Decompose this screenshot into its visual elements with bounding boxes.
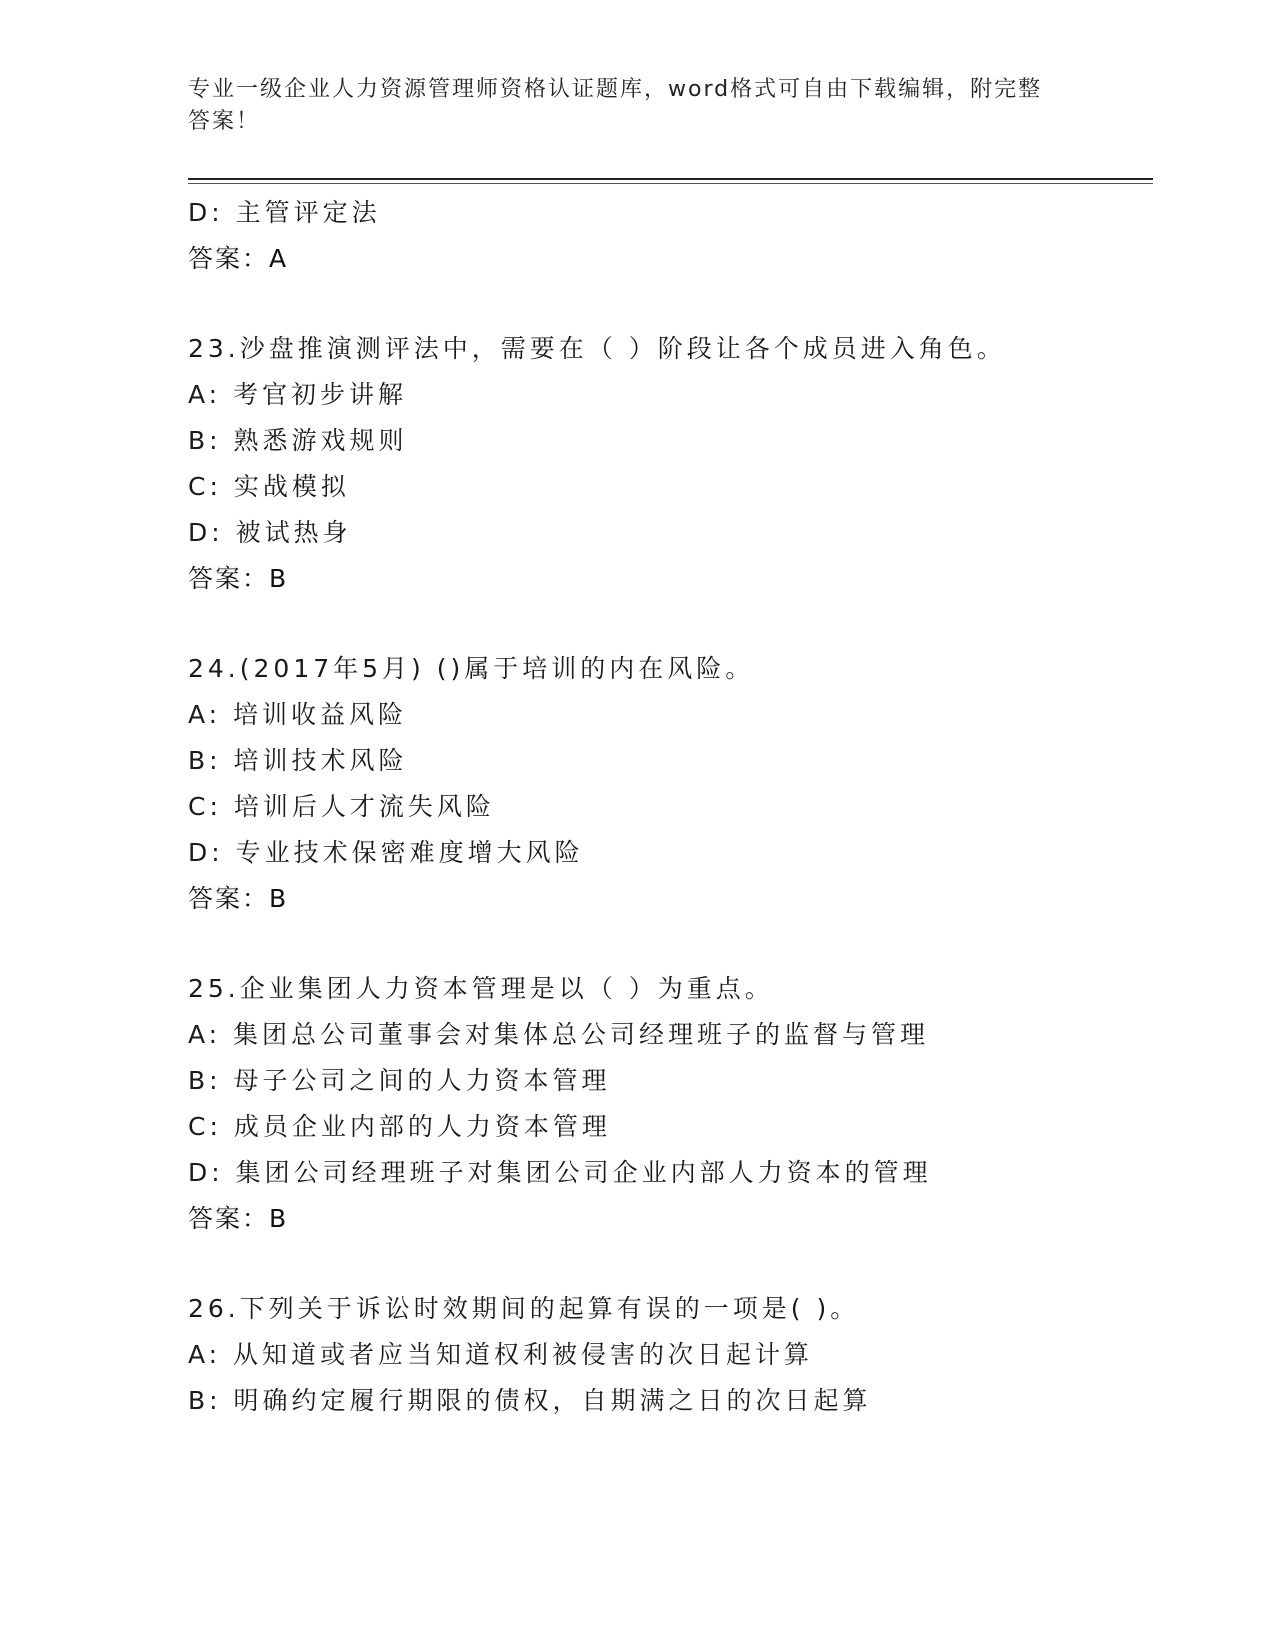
question-26: [188, 1286, 1153, 1424]
option-c: C: 培训后人才流失风险: [188, 792, 495, 821]
header-rule-thin: [188, 183, 1153, 184]
question-text: 23.沙盘推演测评法中，需要在（ ）阶段让各个成员进入角色。: [188, 334, 1006, 363]
option-d: D: 集团公司经理班子对集团公司企业内部人力资本的管理: [188, 1158, 932, 1187]
option-b: B: 明确约定履行期限的债权，自期满之日的次日起算: [188, 1386, 872, 1415]
option-a: A: 考官初步讲解: [188, 380, 408, 409]
question-text: 24.(2017年5月) ()属于培训的内在风险。: [188, 654, 755, 683]
option-a: A: 培训收益风险: [188, 700, 408, 729]
question-23: [188, 326, 1153, 602]
header-line-1: 专业一级企业人力资源管理师资格认证题库，word格式可自由下载编辑，附完整: [188, 77, 1043, 102]
spacer: [188, 602, 1153, 646]
question-text: 25.企业集团人力资本管理是以（ ）为重点。: [188, 974, 774, 1003]
answer-line: 答案：B: [188, 564, 289, 593]
option-b: B: 熟悉游戏规则: [188, 426, 408, 455]
answer-line: 答案：B: [188, 884, 289, 913]
option-d: D: 主管评定法: [188, 198, 381, 227]
question-24: [188, 646, 1153, 922]
header-rule-thick: [188, 178, 1153, 180]
option-a: A: 集团总公司董事会对集体总公司经理班子的监督与管理: [188, 1020, 930, 1049]
option-d: D: 专业技术保密难度增大风险: [188, 838, 584, 867]
answer-line: 答案：B: [188, 1204, 289, 1233]
answer-line: 答案：A: [188, 244, 289, 273]
option-b: B: 母子公司之间的人力资本管理: [188, 1066, 611, 1095]
page-header: [188, 74, 1088, 138]
question-text: 26.下列关于诉讼时效期间的起算有误的一项是( )。: [188, 1294, 860, 1323]
header-line-2: 答案！: [188, 109, 261, 134]
option-c: C: 实战模拟: [188, 472, 350, 501]
question-list: [188, 190, 1153, 1424]
spacer: [188, 922, 1153, 966]
option-b: B: 培训技术风险: [188, 746, 408, 775]
spacer: [188, 1242, 1153, 1286]
option-d: D: 被试热身: [188, 518, 352, 547]
option-c: C: 成员企业内部的人力资本管理: [188, 1112, 611, 1141]
option-a: A: 从知道或者应当知道权利被侵害的次日起计算: [188, 1340, 814, 1369]
spacer: [188, 282, 1153, 326]
question-25: [188, 966, 1153, 1242]
